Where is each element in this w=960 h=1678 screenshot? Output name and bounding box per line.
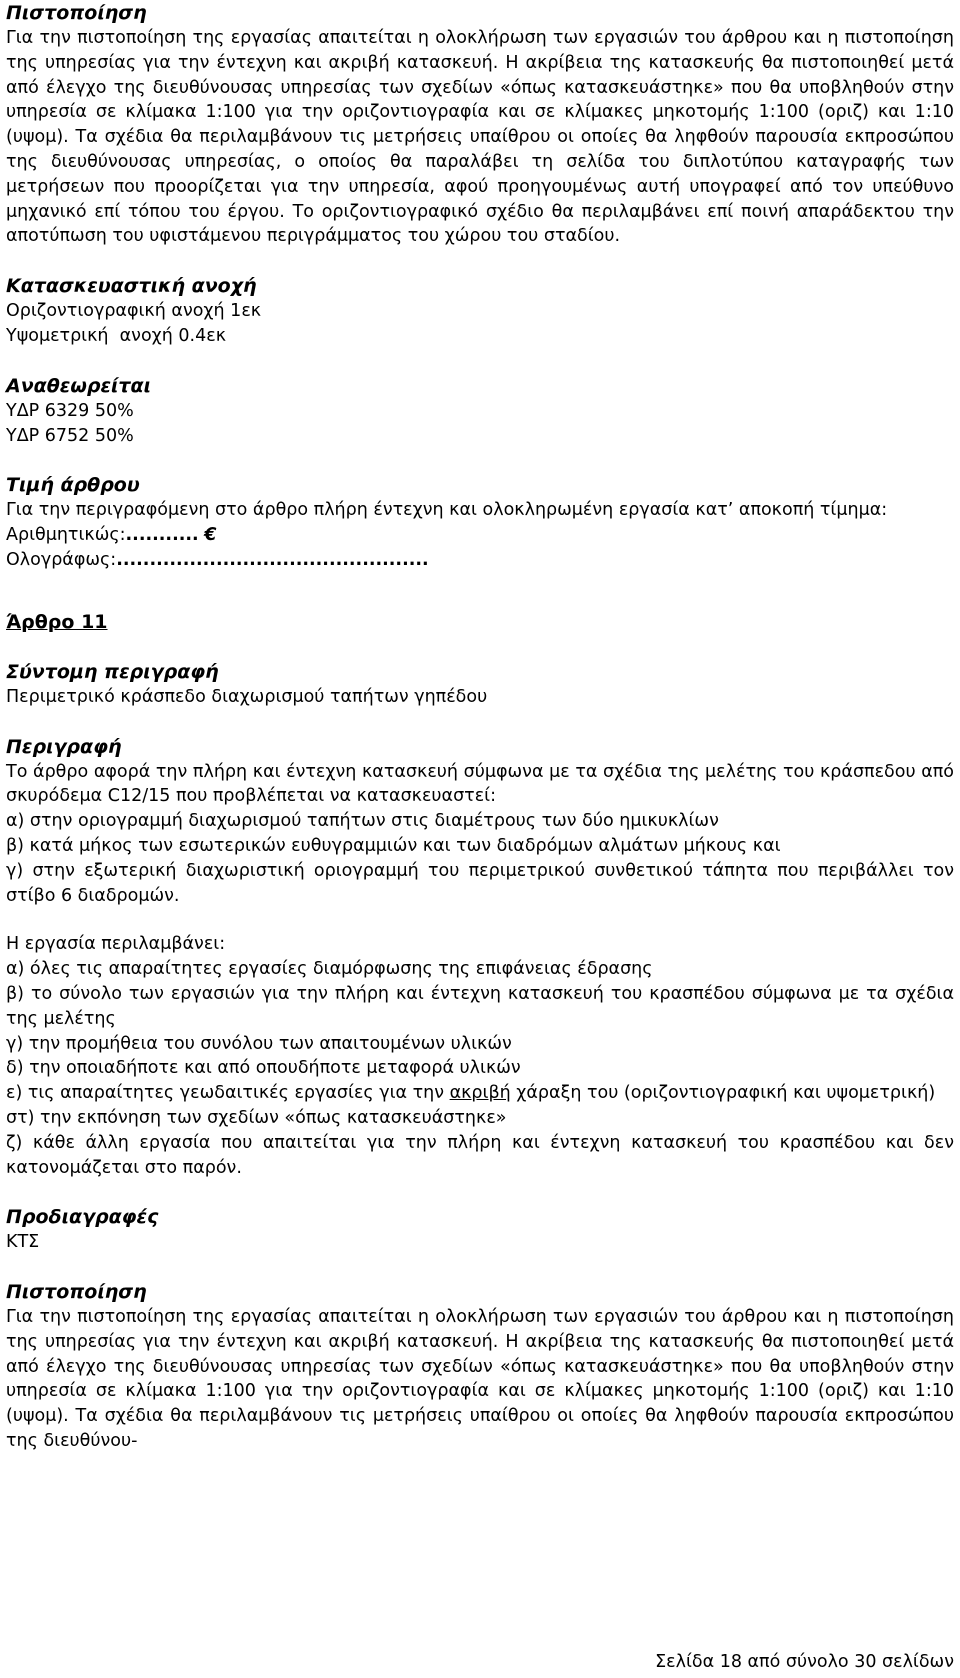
revised-item: ΥΔΡ 6329 50%: [6, 400, 134, 421]
certification-heading: Πιστοποίηση: [6, 2, 147, 24]
includes-item: δ) την οποιαδήποτε και από οπουδήποτε μεταφορά υλικών: [6, 1058, 521, 1079]
specifications-heading: Προδιαγραφές: [6, 1206, 159, 1229]
article-title: Άρθρο 11: [6, 610, 108, 633]
short-description-heading: Σύντομη περιγραφή: [6, 660, 219, 683]
price-text: Για την περιγραφόμενη στο άρθρο πλήρη έντεχνη και ολοκληρωμένη εργασία κατ’ αποκοπή τίμημα:: [6, 500, 888, 521]
words-dots: ...............................................: [116, 549, 429, 570]
includes-item: στ) την εκπόνηση των σχεδίων «όπως κατασκευάστηκε»: [6, 1107, 507, 1128]
includes-item: β) το σύνολο των εργασιών για την πλήρη και έντεχνη κατασκευή του κρασπέδου σύμφωνα με τα σχέδια της μελέτης: [6, 983, 954, 1029]
short-description-text: Περιμετρικό κράσπεδο διαχωρισμού ταπήτων γηπέδου: [6, 686, 488, 707]
includes-item: γ) την προμήθεια του συνόλου των απαιτουμένων υλικών: [6, 1033, 512, 1054]
euro-icon: €: [204, 525, 217, 546]
underlined-word: ακριβή: [449, 1083, 511, 1104]
includes-item: ζ) κάθε άλλη εργασία που απαιτείται για την πλήρη και έντεχνη κατασκευή του κρασπέδου και δεν κατονομάζεται στο παρόν.: [6, 1132, 954, 1178]
price-numeric: [6, 523, 954, 548]
tolerance-horizontal: Οριζοντιογραφική ανοχή 1εκ: [6, 301, 262, 322]
revised-item: ΥΔΡ 6752 50%: [6, 425, 134, 446]
page-number-footer: Σελίδα 18 από σύνολο 30 σελίδων: [655, 1652, 954, 1672]
description-text: Το άρθρο αφορά την πλήρη και έντεχνη κατασκευή σύμφωνα με τα σχέδια της μελέτης του κράσπεδου από σκυρόδεμα C12/15 που προβλέπεται να κατασκευαστεί:: [6, 761, 954, 807]
includes-item: ε) τις απαραίτητες γεωδαιτικές εργασίες για την ακριβή χάραξη του (οριζοντιογραφική και υψομετρική): [6, 1083, 936, 1104]
description-item: β) κατά μήκος των εσωτερικών ευθυγραμμιών και των διαδρόμων αλμάτων μήκους και: [6, 835, 781, 856]
revised-heading: Αναθεωρείται: [6, 374, 152, 397]
article-certification-heading: Πιστοποίηση: [6, 1281, 147, 1304]
article-certification-text: Για την πιστοποίηση της εργασίας απαιτείται η ολοκλήρωση των εργασιών του άρθρου και η πιστοποίηση της υπηρεσίας για την έντεχνη και ακριβή κατασκευή. Η ακρίβεια της κατασκευής θα πιστοποιηθεί μετά από έλεγχο της διευθύνουσας υπηρεσίας των σχεδίων «όπως κατασκευάστηκε» που θα υποβληθούν στην υπηρεσία σε κλίμακα 1:100 για την οριζοντιογραφία και σε κλίμακες μηκοτομής 1:100 (οριζ) και 1:10 (υψομ). Τα σχέδια θα περιλαμβάνουν τις μετρήσεις υπαίθρου οι οποίες θα ληφθούν παρουσία εκπροσώπου της διευθύνου-: [6, 1307, 954, 1452]
specifications-text: ΚΤΣ: [6, 1232, 40, 1253]
document-page: [6, 0, 954, 1454]
description-heading: Περιγραφή: [6, 735, 122, 758]
numeric-dots: ...........: [125, 525, 199, 546]
certification-text: Για την πιστοποίηση της εργασίας απαιτείται η ολοκλήρωση των εργασιών του άρθρου και η πιστοποίηση της υπηρεσίας για την έντεχνη και ακριβή κατασκευή. Η ακρίβεια της κατασκευής θα πιστοποιηθεί μετά από έλεγχο της διευθύνουσας υπηρεσίας των σχεδίων «όπως κατασκευάστηκε» που θα υποβληθούν στην υπηρεσία σε κλίμακα 1:100 για την οριζοντιογραφία και σε κλίμακες μηκοτομής 1:100 (οριζ) και 1:10 (υψομ). Τα σχέδια θα περιλαμβάνουν τις μετρήσεις υπαίθρου οι οποίες θα ληφθούν παρουσία εκπροσώπου της διευθύνουσας υπηρεσίας, ο οποίος θα παραλάβει τη σελίδα του διπλοτύπου καταγραφής των μετρήσεων που προορίζεται για την υπηρεσία, αφού προηγουμένως αυτή υπογραφεί από τον υπεύθυνο μηχανικό επί τόπου του έργου. Το οριζοντιογραφικό σχέδιο θα περιλαμβάνει επί ποινή απαράδεκτου την αποτύπωση του υφιστάμενου περιγράμματος του χώρου του σταδίου.: [6, 28, 954, 247]
description-item: γ) στην εξωτερική διαχωριστική οριογραμμή του περιμετρικού συνθετικού τάπητα που περιβάλλει τον στίβο 6 διαδρομών.: [6, 860, 954, 906]
description-item: α) στην οριογραμμή διαχωρισμού ταπήτων στις διαμέτρους των δύο ημικυκλίων: [6, 811, 719, 832]
price-words: [6, 548, 954, 573]
includes-item: α) όλες τις απαραίτητες εργασίες διαμόρφωσης της επιφάνειας έδρασης: [6, 959, 653, 980]
includes-intro: Η εργασία περιλαμβάνει:: [6, 934, 226, 955]
price-heading: Τιμή άρθρου: [6, 474, 140, 497]
words-label: Ολογράφως:: [6, 549, 117, 570]
tolerance-heading: Κατασκευαστική ανοχή: [6, 275, 257, 298]
numeric-label: Αριθμητικώς:: [6, 525, 126, 546]
tolerance-vertical: Υψομετρική ανοχή 0.4εκ: [6, 325, 227, 346]
